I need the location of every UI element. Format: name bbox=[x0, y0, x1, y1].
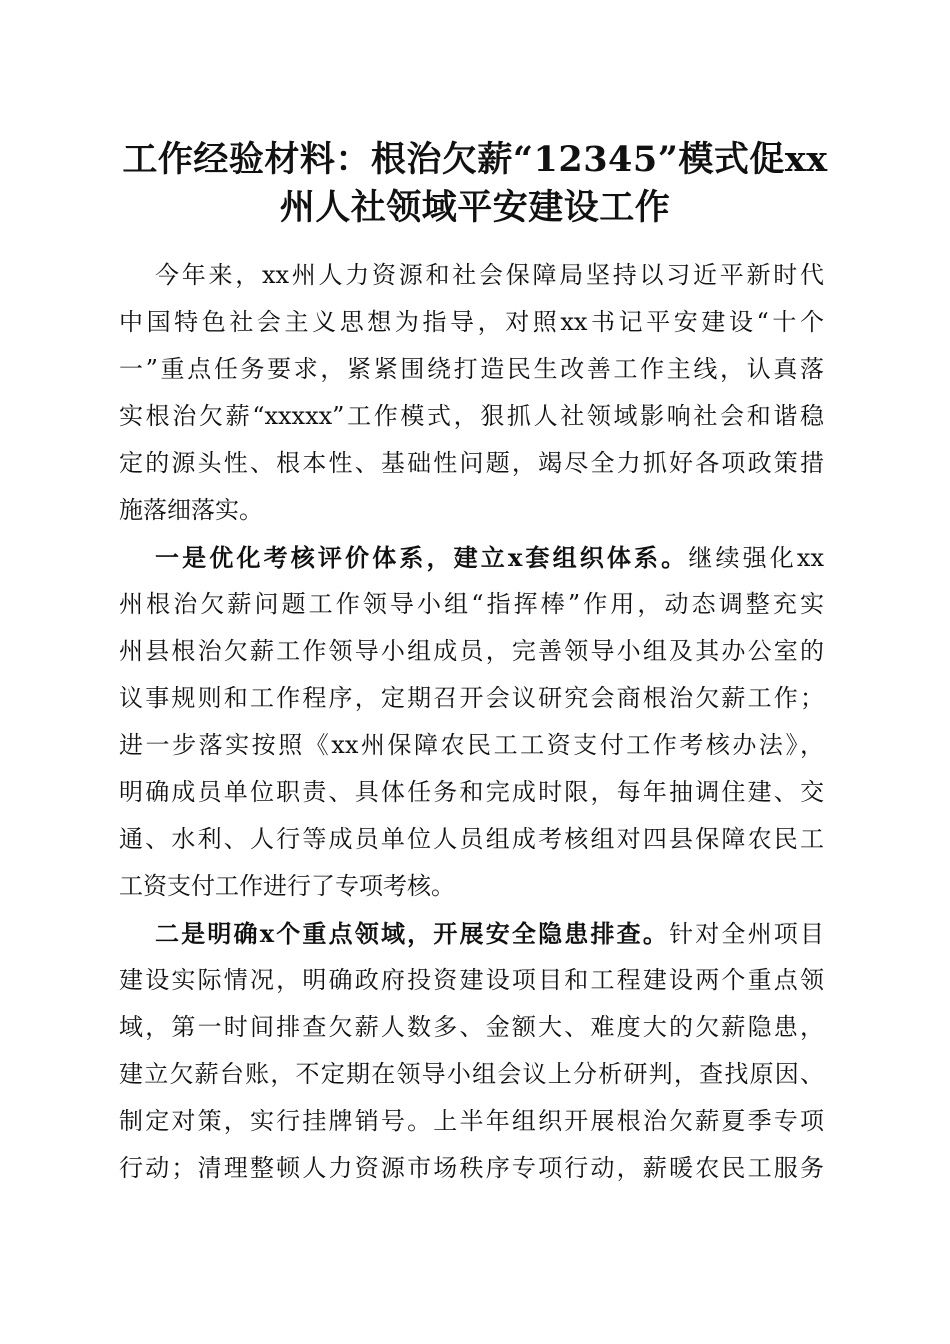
paragraph-line: 制定对策，实行挂牌销号。上半年组织开展根治欠薪夏季专项 bbox=[119, 1107, 824, 1135]
document-body bbox=[119, 252, 839, 1192]
paragraph-intro bbox=[119, 252, 839, 534]
paragraph-line: 建立欠薪台账，不定期在领导小组会议上分析研判，查找原因、 bbox=[119, 1060, 824, 1088]
paragraph-line: 域，第一时间排查欠薪人数多、金额大、难度大的欠薪隐患， bbox=[119, 1013, 824, 1041]
paragraph-line: 明确成员单位职责、具体任务和完成时限，每年抽调住建、交 bbox=[119, 778, 824, 806]
paragraph-first-line bbox=[119, 910, 824, 957]
paragraph-line: 今年来，xx州人力资源和社会保障局坚持以习近平新时代 bbox=[155, 261, 824, 289]
paragraph-line: 州根治欠薪问题工作领导小组“指挥棒”作用，动态调整充实 bbox=[119, 590, 824, 618]
paragraph-line-rest: 继续强化xx bbox=[688, 544, 824, 572]
paragraph-line: 州县根治欠薪工作领导小组成员，完善领导小组及其办公室的 bbox=[119, 637, 824, 665]
paragraph-line: 中国特色社会主义思想为指导，对照xx书记平安建设“十个 bbox=[119, 308, 824, 336]
paragraph-lead-heading: 二是明确x个重点领域，开展安全隐患排查。 bbox=[155, 919, 670, 948]
paragraph-line: 建设实际情况，明确政府投资建设项目和工程建设两个重点领 bbox=[119, 966, 824, 994]
paragraph-line-rest: 针对全州项目 bbox=[669, 920, 824, 948]
paragraph-line: 进一步落实按照《xx州保障农民工工资支付工作考核办法》， bbox=[119, 731, 824, 759]
paragraph-first-line bbox=[119, 534, 824, 581]
title-line-2: 州人社领域平安建设工作 bbox=[279, 187, 671, 228]
paragraph-line: 议事规则和工作程序，定期召开会议研究会商根治欠薪工作； bbox=[119, 684, 824, 712]
paragraph-point-one bbox=[119, 534, 839, 910]
paragraph-line: 施落细落实。 bbox=[119, 496, 263, 524]
paragraph-line: 定的源头性、根本性、基础性问题，竭尽全力抓好各项政策措 bbox=[119, 449, 824, 477]
paragraph-line: 行动；清理整顿人力资源市场秩序专项行动，薪暖农民工服务 bbox=[119, 1154, 824, 1182]
document-title bbox=[100, 136, 850, 232]
paragraph-point-two bbox=[119, 910, 839, 1192]
paragraph-line: 通、水利、人行等成员单位人员组成考核组对四县保障农民工 bbox=[119, 825, 824, 853]
title-line-1: 工作经验材料：根治欠薪“12345”模式促xx bbox=[122, 139, 828, 180]
paragraph-line: 工资支付工作进行了专项考核。 bbox=[119, 872, 455, 900]
paragraph-lead-heading: 一是优化考核评价体系，建立x套组织体系。 bbox=[155, 543, 689, 572]
paragraph-line: 一”重点任务要求，紧紧围绕打造民生改善工作主线，认真落 bbox=[119, 355, 824, 383]
paragraph-line: 实根治欠薪“xxxxx”工作模式，狠抓人社领域影响社会和谐稳 bbox=[119, 402, 824, 430]
